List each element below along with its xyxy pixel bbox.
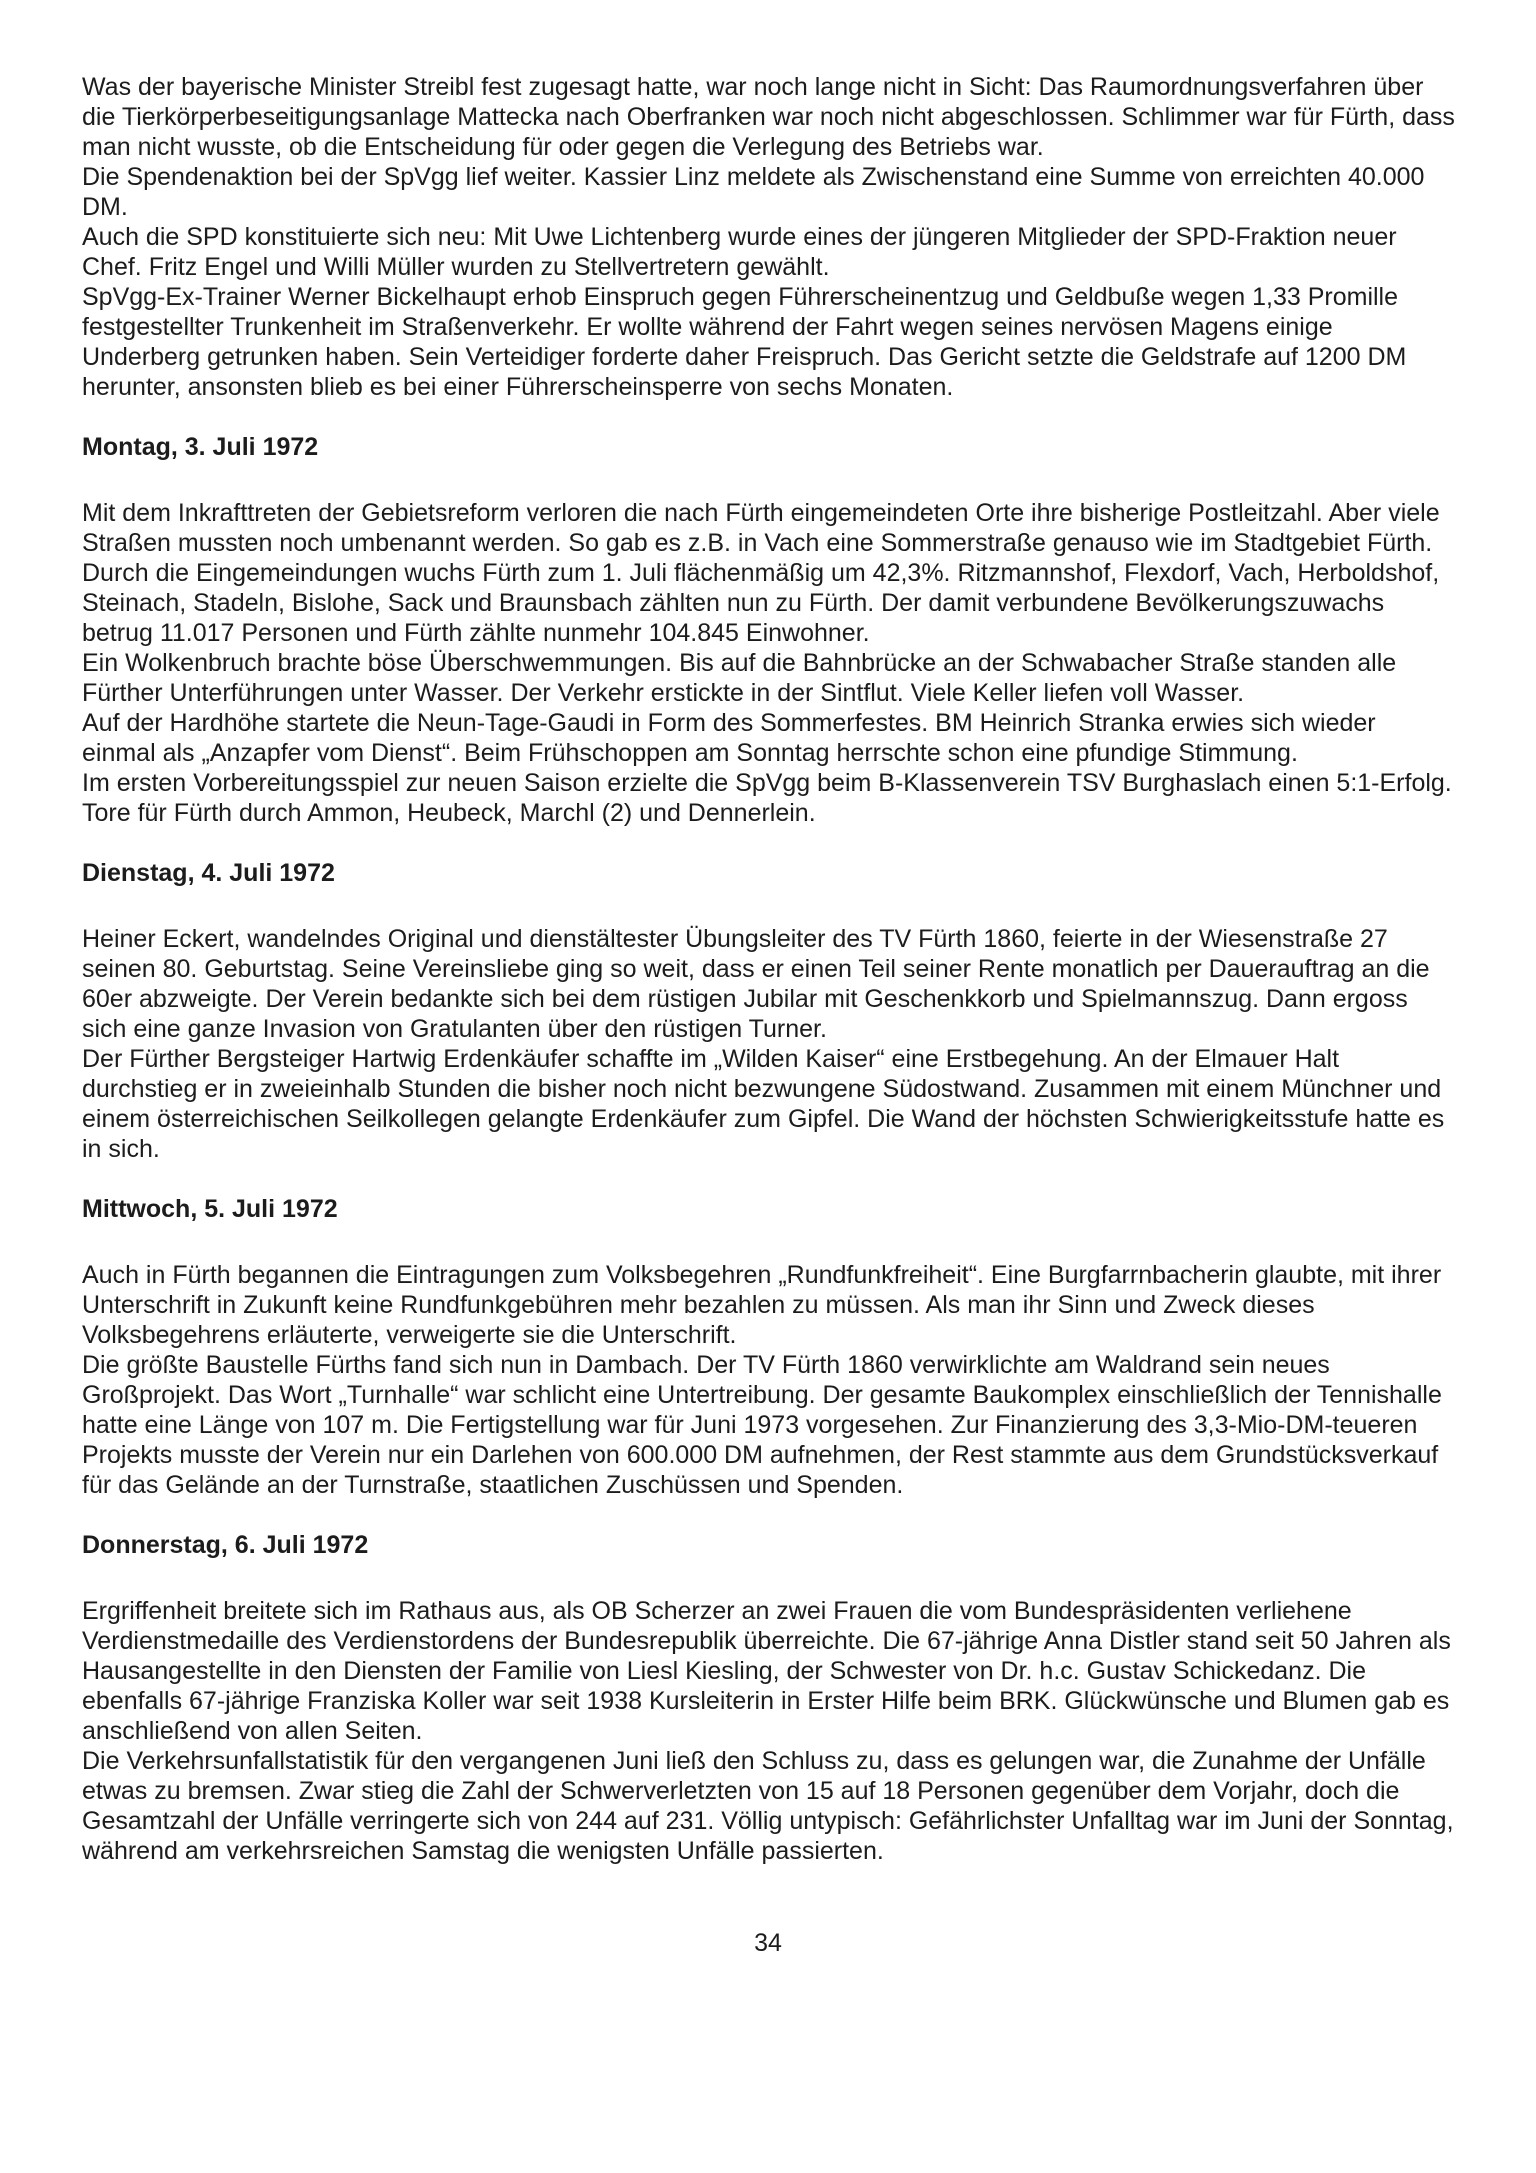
section-heading: Dienstag, 4. Juli 1972 (82, 859, 335, 887)
paragraph: Heiner Eckert, wandelndes Original und dienstältester Übungsleiter des TV Fürth 1860, feierte in der Wiesenstraße 27 seinen 80. Geburtstag. Seine Vereinsliebe ging so weit, dass er einen Teil seiner Rente monatlich per Dauerauftrag an die 60er abzweigte. Der Verein bedankte sich bei dem rüstigen Jubilar mit Geschenkkorb und Spielmannszug. Dann ergoss sich eine ganze Invasion von Gratulanten über den rüstigen Turner. (82, 925, 1430, 1043)
section-heading: Mittwoch, 5. Juli 1972 (82, 1195, 338, 1223)
paragraph: Mit dem Inkrafttreten der Gebietsreform verloren die nach Fürth eingemeindeten Orte ihre bisherige Postleitzahl. Aber viele Straßen mussten noch umbenannt werden. So gab es z.B. in Vach eine Sommerstraße genauso wie im Stadtgebiet Fürth. (82, 499, 1440, 557)
paragraph: Auf der Hardhöhe startete die Neun-Tage-Gaudi in Form des Sommerfestes. BM Heinrich Stranka erwies sich wieder einmal als „Anzapfer vom Dienst“. Beim Frühschoppen am Sonntag herrschte schon eine pfundige Stimmung. (82, 709, 1376, 767)
paragraph: Der Fürther Bergsteiger Hartwig Erdenkäufer schaffte im „Wilden Kaiser“ eine Erstbegehung. An der Elmauer Halt durchstieg er in zweieinhalb Stunden die bisher noch nicht bezwungene Südostwand. Zusammen mit einem Münchner und einem österreichischen Seilkollegen gelangte Erdenkäufer zum Gipfel. Die Wand der höchsten Schwierigkeitsstufe hatte es in sich. (82, 1045, 1445, 1163)
paragraph: Auch in Fürth begannen die Eintragungen zum Volksbegehren „Rundfunkfreiheit“. Eine Burgfarrnbacherin glaubte, mit ihrer Unterschrift in Zukunft keine Rundfunkgebühren mehr bezahlen zu müssen. Als man ihr Sinn und Zweck dieses Volksbegehrens erläuterte, verweigerte sie die Unterschrift. (82, 1261, 1442, 1349)
paragraph: Die Verkehrsunfallstatistik für den vergangenen Juni ließ den Schluss zu, dass es gelungen war, die Zunahme der Unfälle etwas zu bremsen. Zwar stieg die Zahl der Schwerverletzten von 15 auf 18 Personen gegenüber dem Vorjahr, doch die Gesamtzahl der Unfälle verringerte sich von 244 auf 231. Völlig untypisch: Gefährlichster Unfalltag war im Juni der Sonntag, während am verkehrsreichen Samstag die wenigsten Unfälle passierten. (82, 1747, 1454, 1865)
paragraph: SpVgg-Ex-Trainer Werner Bickelhaupt erhob Einspruch gegen Führerscheinentzug und Geldbuße wegen 1,33 Promille festgestellter Trunkenheit im Straßenverkehr. Er wollte während der Fahrt wegen seines nervösen Magens einige Underberg getrunken haben. Sein Verteidiger forderte daher Freispruch. Das Gericht setzte die Geldstrafe auf 1200 DM herunter, ansonsten blieb es bei einer Führerscheinsperre von sechs Monaten. (82, 283, 1407, 401)
paragraph: Auch die SPD konstituierte sich neu: Mit Uwe Lichtenberg wurde eines der jüngeren Mitglieder der SPD-Fraktion neuer Chef. Fritz Engel und Willi Müller wurden zu Stellvertretern gewählt. (82, 223, 1397, 281)
paragraph: Die Spendenaktion bei der SpVgg lief weiter. Kassier Linz meldete als Zwischenstand eine Summe von erreichten 40.000 DM. (82, 163, 1425, 221)
paragraph: Im ersten Vorbereitungsspiel zur neuen Saison erzielte die SpVgg beim B-Klassenverein TSV Burghaslach einen 5:1-Erfolg. Tore für Fürth durch Ammon, Heubeck, Marchl (2) und Dennerlein. (82, 769, 1452, 827)
section-heading: Donnerstag, 6. Juli 1972 (82, 1531, 369, 1559)
page-number: 34 (754, 1929, 782, 1957)
paragraph: Die größte Baustelle Fürths fand sich nun in Dambach. Der TV Fürth 1860 verwirklichte am Waldrand sein neues Großprojekt. Das Wort „Turnhalle“ war schlicht eine Untertreibung. Der gesamte Baukomplex einschließlich der Tennishalle hatte eine Länge von 107 m. Die Fertigstellung war für Juni 1973 vorgesehen. Zur Finanzierung des 3,3-Mio-DM-teueren Projekts musste der Verein nur ein Darlehen von 600.000 DM aufnehmen, der Rest stammte aus dem Grundstücksverkauf für das Gelände an der Turnstraße, staatlichen Zuschüssen und Spenden. (82, 1351, 1442, 1499)
paragraph: Was der bayerische Minister Streibl fest zugesagt hatte, war noch lange nicht in Sicht: Das Raumordnungsverfahren über die Tierkörperbeseitigungsanlage Mattecka nach Oberfranken war noch nicht abgeschlossen. Schlimmer war für Fürth, dass man nicht wusste, ob die Entscheidung für oder gegen die Verlegung des Betriebs war. (82, 73, 1455, 161)
page-footer (0, 1928, 1536, 1958)
paragraph: Ein Wolkenbruch brachte böse Überschwemmungen. Bis auf die Bahnbrücke an der Schwabacher Straße standen alle Fürther Unterführungen unter Wasser. Der Verkehr erstickte in der Sintflut. Viele Keller liefen voll Wasser. (82, 649, 1397, 707)
section-heading: Montag, 3. Juli 1972 (82, 433, 319, 461)
paragraph: Ergriffenheit breitete sich im Rathaus aus, als OB Scherzer an zwei Frauen die vom Bundespräsidenten verliehene Verdienstmedaille des Verdienstordens der Bundesrepublik überreichte. Die 67-jährige Anna Distler stand seit 50 Jahren als Hausangestellte in den Diensten der Familie von Liesl Kiesling, der Schwester von Dr. h.c. Gustav Schickedanz. Die ebenfalls 67-jährige Franziska Koller war seit 1938 Kursleiterin in Erster Hilfe beim BRK. Glückwünsche und Blumen gab es anschließend von allen Seiten. (82, 1597, 1451, 1745)
paragraph: Durch die Eingemeindungen wuchs Fürth zum 1. Juli flächenmäßig um 42,3%. Ritzmannshof, Flexdorf, Vach, Herboldshof, Steinach, Stadeln, Bislohe, Sack und Braunsbach zählten nun zu Fürth. Der damit verbundene Bevölkerungszuwachs betrug 11.017 Personen und Fürth zählte nunmehr 104.845 Einwohner. (82, 559, 1440, 647)
